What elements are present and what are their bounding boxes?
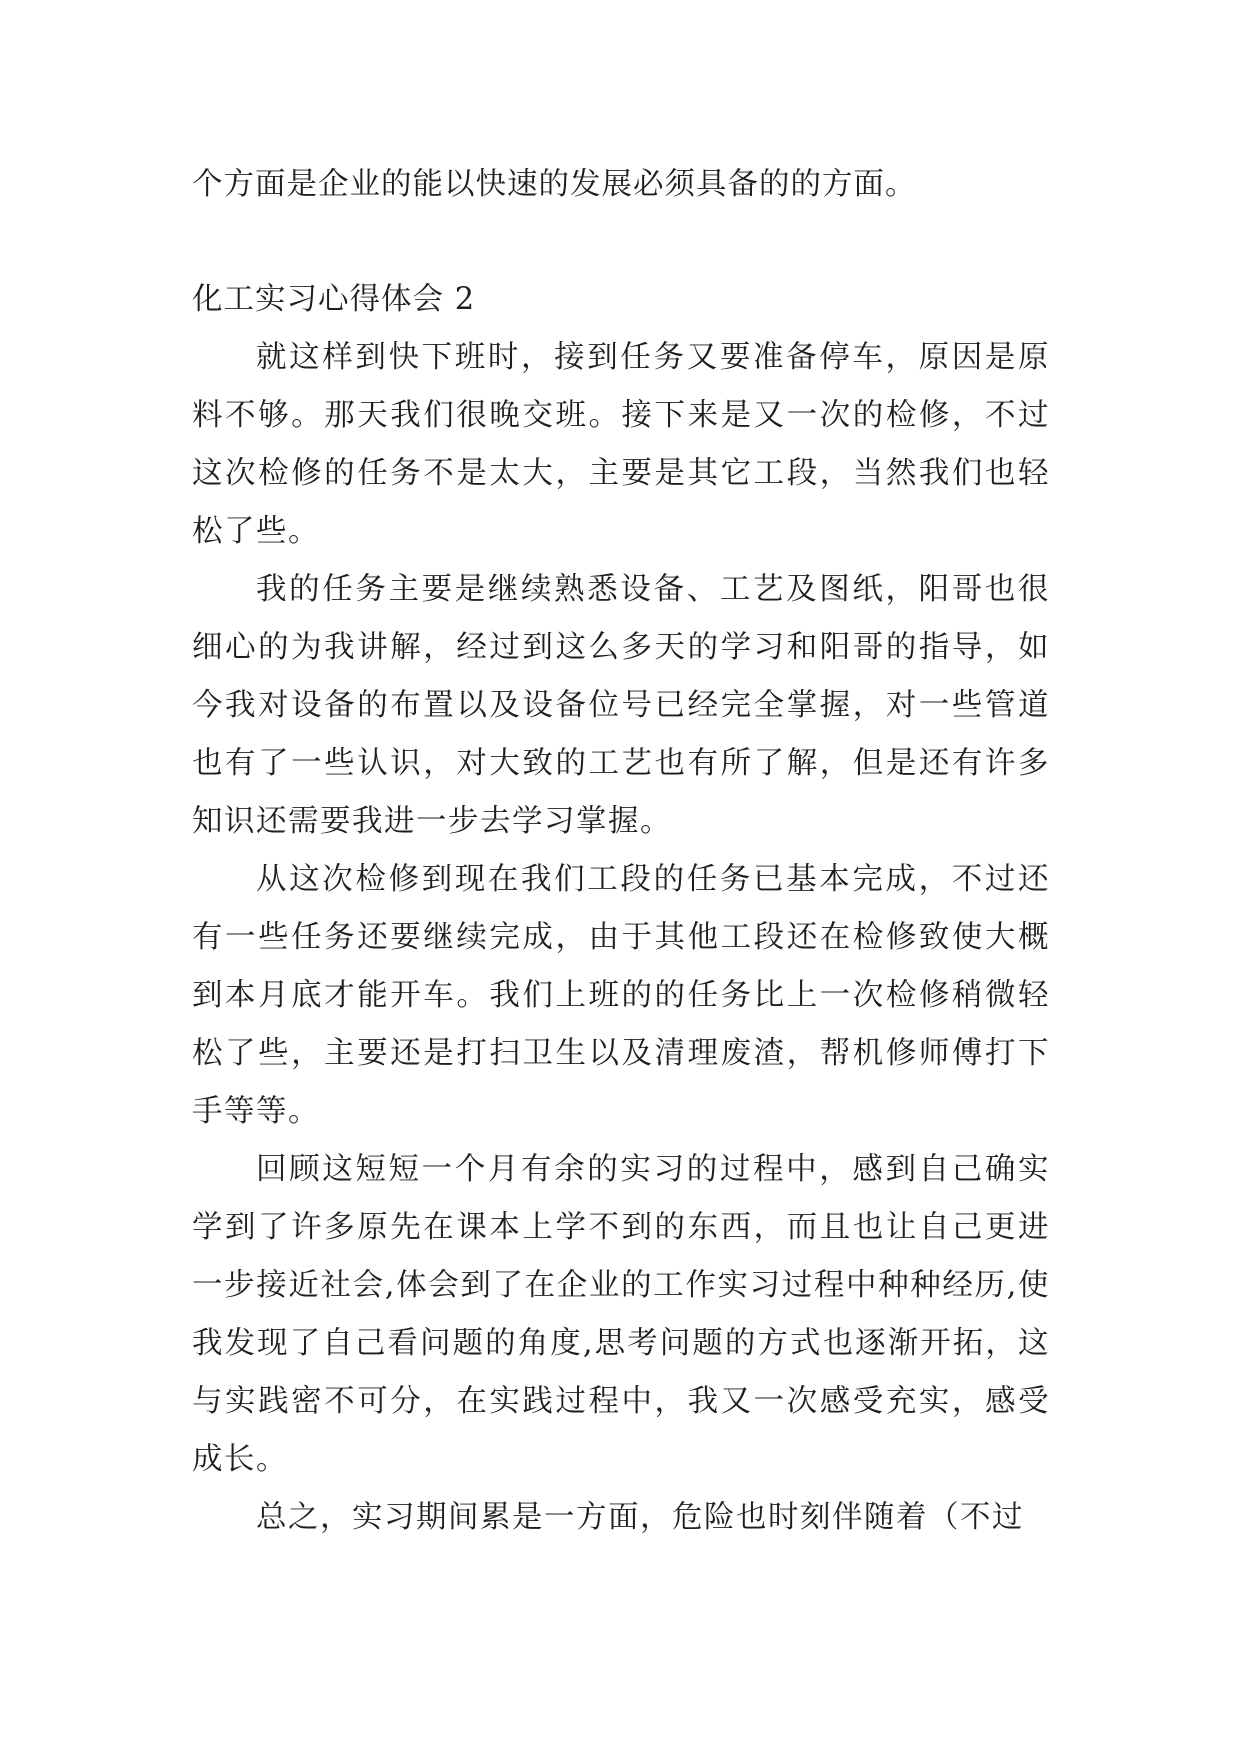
- lead-line: 个方面是企业的能以快速的发展必须具备的的方面。: [192, 167, 917, 202]
- paragraph-2: 我的任务主要是继续熟悉设备、工艺及图纸，阳哥也很细心的为我讲解，经过到这么多天的学习和阳哥的指导，如今我对设备的布置以及设备位号已经完全掌握，对一些管道也有了一些认识，对大致的工艺也有所了解，但是还有许多知识还需要我进一步去学习掌握。: [192, 572, 1050, 839]
- section-title: 化工实习心得体会 2: [192, 282, 476, 317]
- paragraph-4: 回顾这短短一个月有余的实习的过程中，感到自己确实学到了许多原先在课本上学不到的东西，而且也让自己更进一步接近社会,体会到了在企业的工作实习过程中种种经历,使我发现了自己看问题的角度,思考问题的方式也逐渐开拓，这与实践密不可分，在实践过程中，我又一次感受充实，感受成长。: [192, 1152, 1050, 1477]
- paragraph-5: 总之，实习期间累是一方面，危险也时刻伴随着（不过: [256, 1500, 1024, 1535]
- paragraph-1: 就这样到快下班时，接到任务又要准备停车，原因是原料不够。那天我们很晚交班。接下来是又一次的检修，不过这次检修的任务不是太大，主要是其它工段，当然我们也轻松了些。: [192, 340, 1050, 549]
- paragraph-3: 从这次检修到现在我们工段的任务已基本完成，不过还有一些任务还要继续完成，由于其他工段还在检修致使大概到本月底才能开车。我们上班的的任务比上一次检修稍微轻松了些，主要还是打扫卫生以及清理废渣，帮机修师傅打下手等等。: [192, 862, 1050, 1129]
